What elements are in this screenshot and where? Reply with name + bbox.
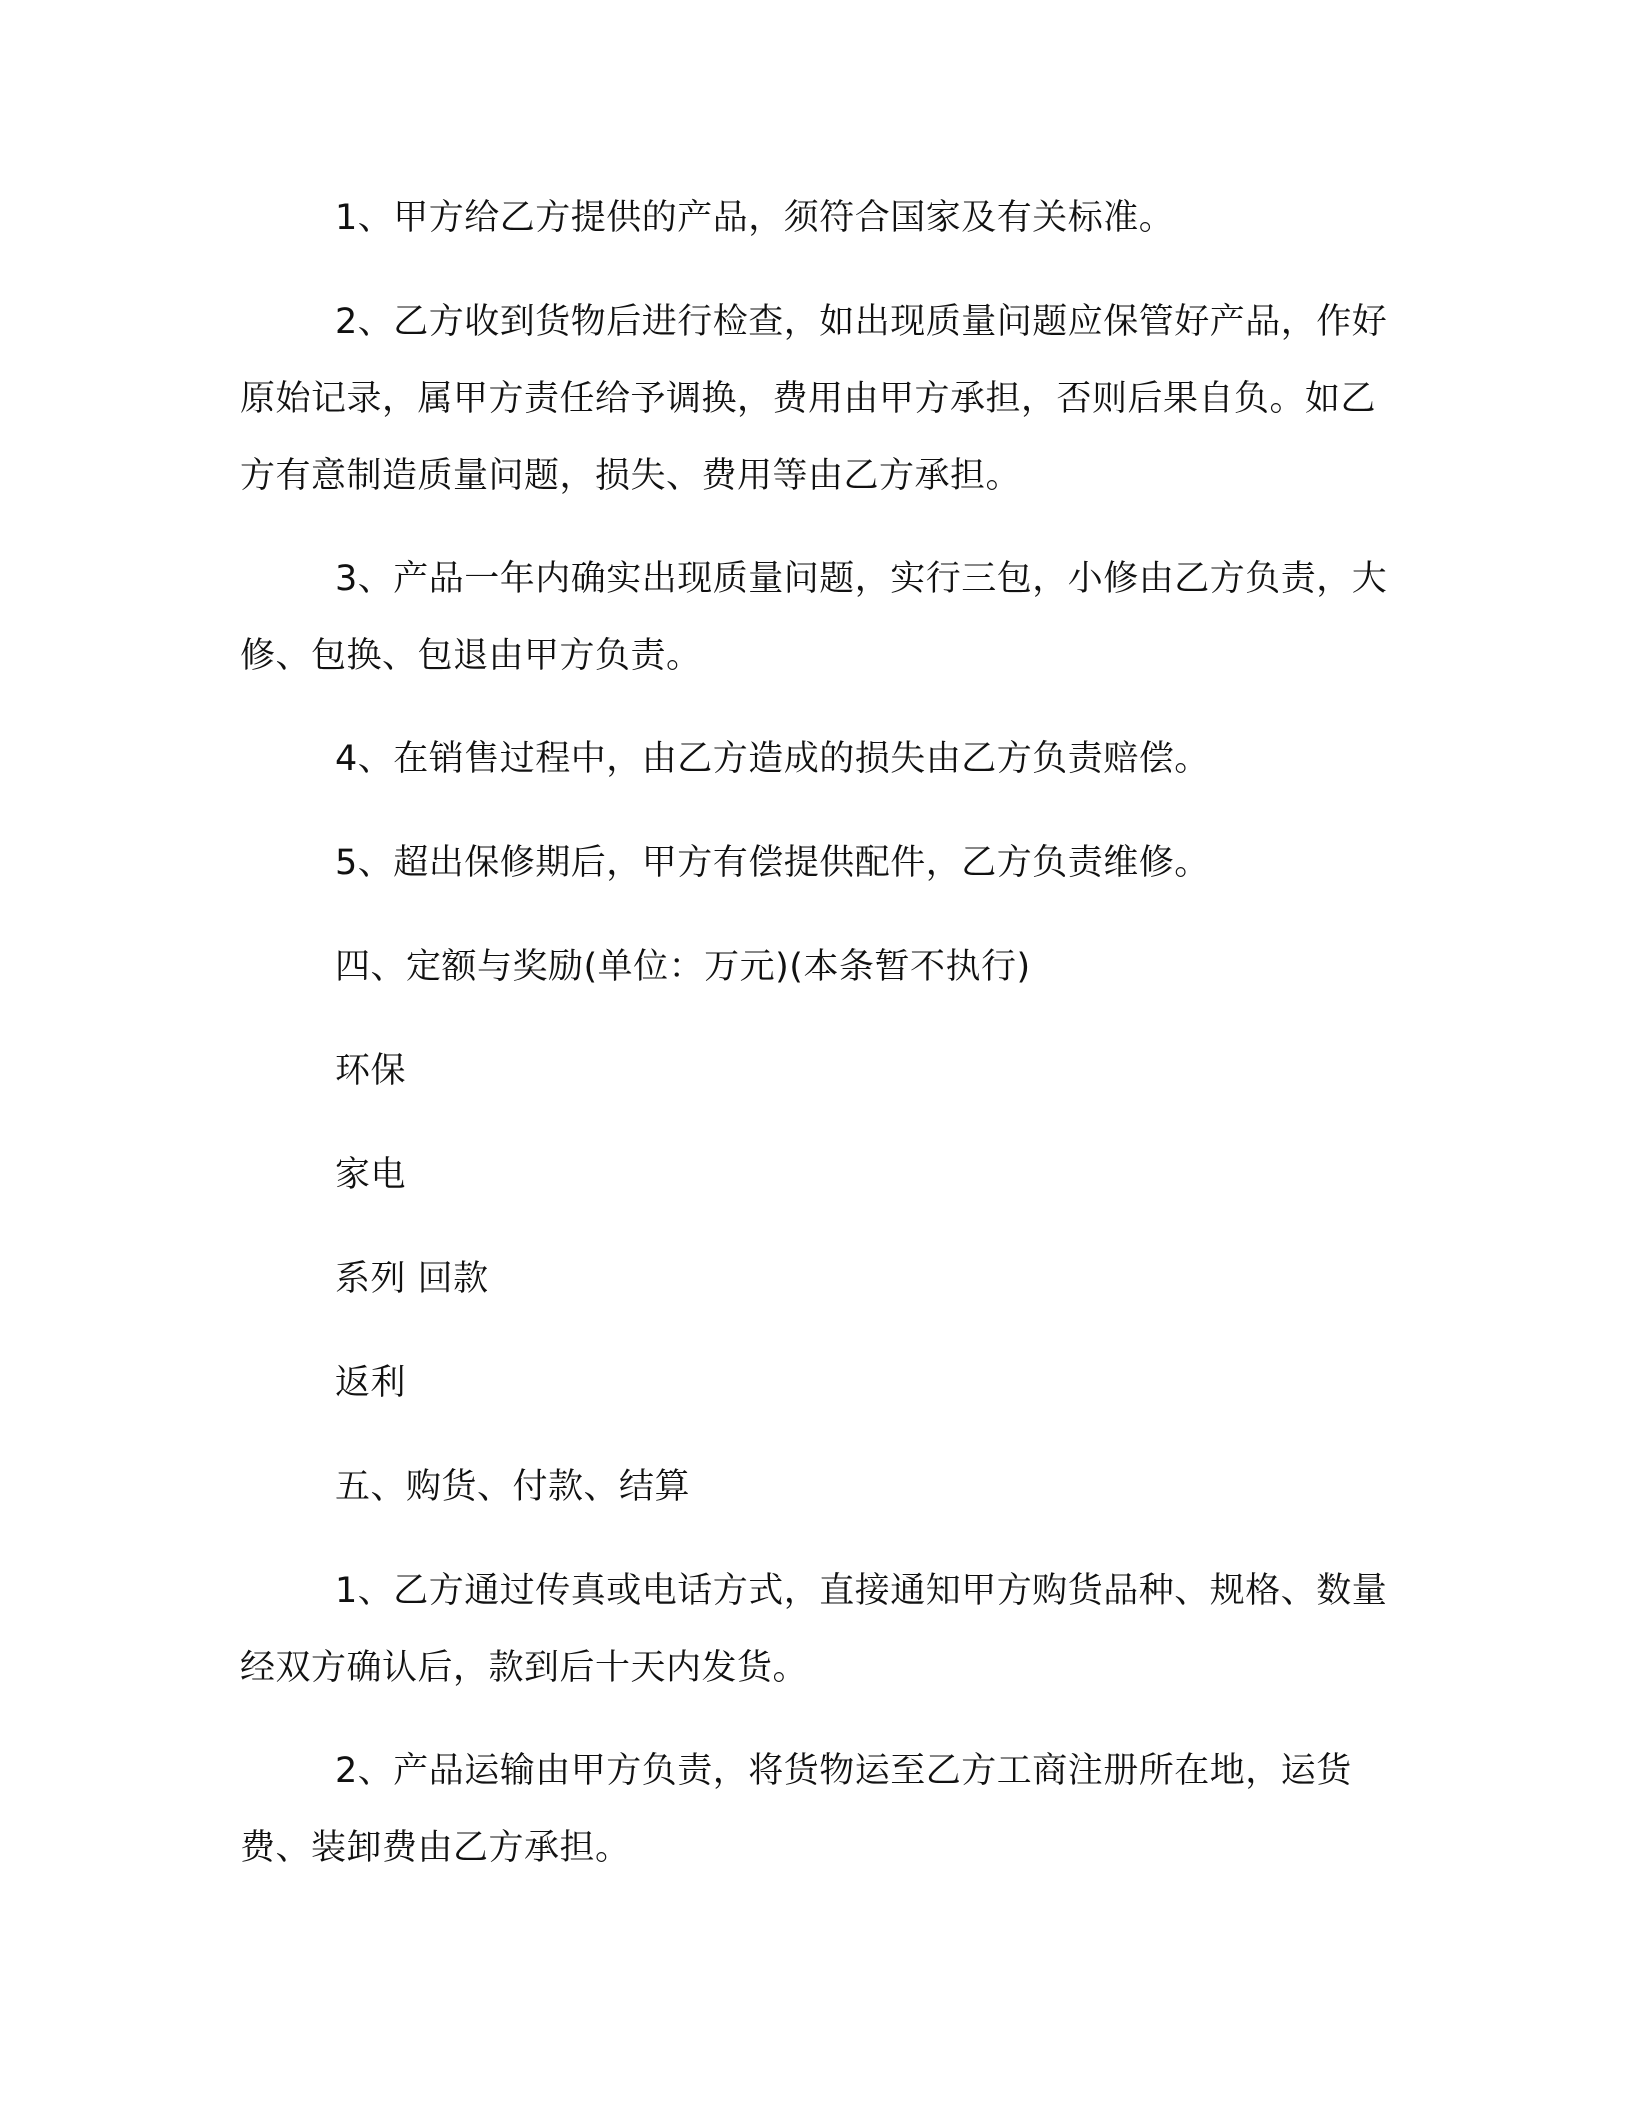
clause-transport: 2、产品运输由甲方负责，将货物运至乙方工商注册所在地，运货费、装卸费由乙方承担。 [240, 1751, 1352, 1868]
section-heading-quota: 四、定额与奖励(单位：万元)(本条暂不执行) [335, 947, 1031, 987]
quota-item-environment: 环保 [335, 1051, 407, 1091]
quota-item-series-payment: 系列 回款 [335, 1259, 489, 1299]
clause-inspection: 2、乙方收到货物后进行检查，如出现质量问题应保管好产品，作好原始记录，属甲方责任给予调换，费用由甲方承担，否则后果自负。如乙方有意制造质量问题，损失、费用等由乙方承担。 [240, 302, 1388, 496]
clause-sales-loss: 4、在销售过程中，由乙方造成的损失由乙方负责赔偿。 [335, 739, 1210, 779]
quota-item-appliance: 家电 [335, 1155, 407, 1195]
clause-order: 1、乙方通过传真或电话方式，直接通知甲方购货品种、规格、数量经双方确认后，款到后十天内发货。 [240, 1571, 1388, 1688]
clause-post-warranty: 5、超出保修期后，甲方有偿提供配件，乙方负责维修。 [335, 843, 1210, 883]
quota-item-rebate: 返利 [335, 1363, 407, 1403]
section-heading-purchase: 五、购货、付款、结算 [335, 1467, 691, 1507]
clause-quality-standard: 1、甲方给乙方提供的产品，须符合国家及有关标准。 [335, 198, 1175, 238]
clause-warranty: 3、产品一年内确实出现质量问题，实行三包，小修由乙方负责，大修、包换、包退由甲方负责。 [240, 559, 1388, 676]
document-body [240, 180, 1390, 1913]
